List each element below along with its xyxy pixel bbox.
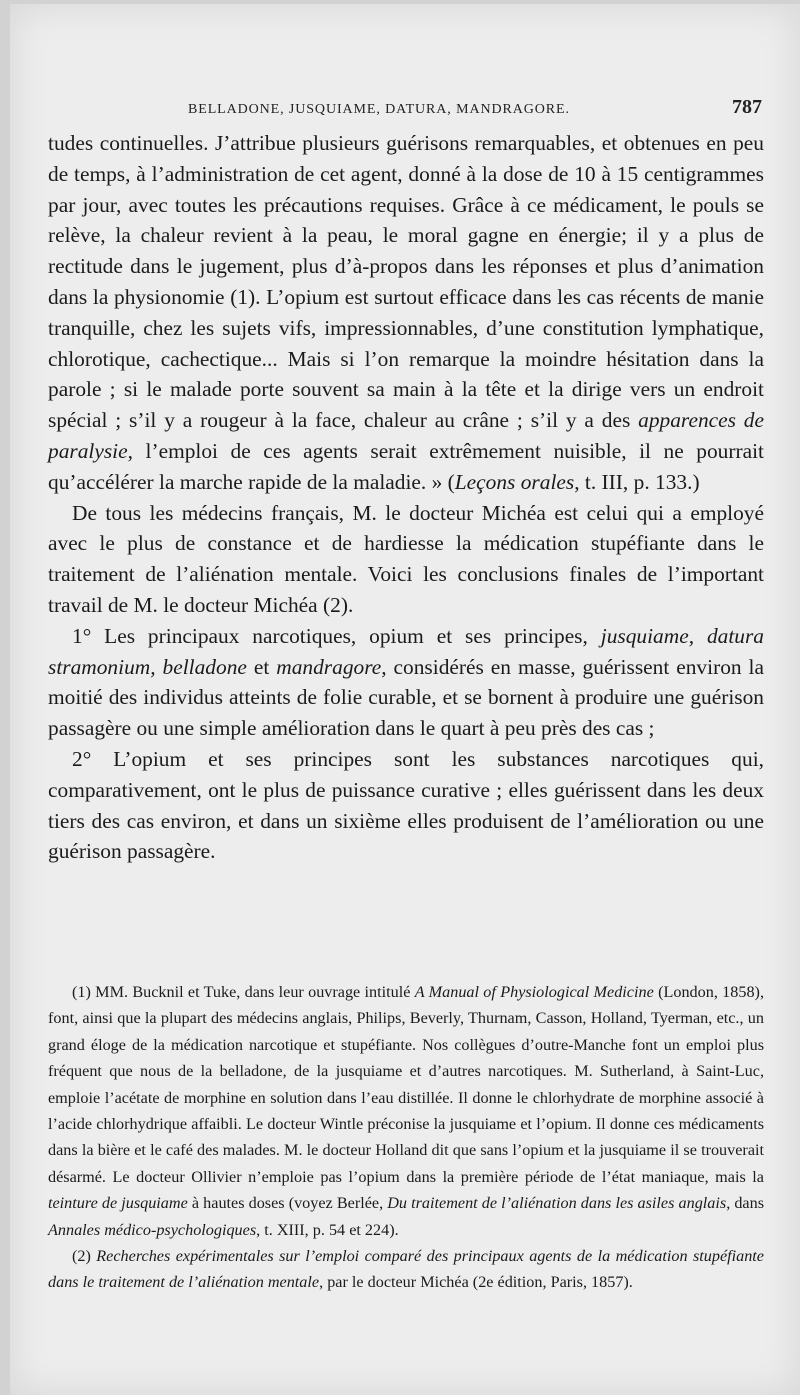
main-text bbox=[48, 128, 764, 867]
book-page bbox=[10, 4, 800, 1395]
text-run: (London, 1858), font, ainsi que la plupart des médecins anglais, Philips, Beverly, Thurnam, Casson, Holland, Tyerman, etc., un grand éloge de la médication narcotique et stupéfiante. Nos collègues d’outre-Manche font un emploi plus fréquent que nous de la belladone, de la jusquiame et d’autres narcotiques. M. Sutherland, à Saint-Luc, emploie l’acétate de morphine en solution dans l’eau distillée. Il donne le chlorhydrate de morphine associé à l’acide chlorhydrique affaibli. Le docteur Wintle préconise la jusquiame et l’opium. Il donne ces médicaments dans la bière et le café des malades. M. le docteur Holland dit que sans l’opium et la jusquiame il se trouverait désarmé. Le docteur Ollivier n’emploie pas l’opium dans la première période de l’état maniaque, mais la bbox=[48, 983, 764, 1186]
italic-run: Recherches expérimentales sur l’emploi comparé des principaux agents de la médication stupéfiante dans le traitement de l’aliénation mentale bbox=[48, 1247, 764, 1292]
italic-run: mandragore bbox=[276, 654, 382, 679]
text-run: , l’emploi de ces agents serait extrêmement nuisible, il ne pourrait qu’accélérer la marche rapide de la maladie. » ( bbox=[48, 438, 764, 494]
text-run: , par le docteur Michéa (2e édition, Paris, 1857). bbox=[319, 1273, 633, 1292]
italic-run: A Manual of Physiological Medicine bbox=[414, 983, 654, 1001]
page-number: 787 bbox=[732, 96, 762, 118]
text-run: , considérés en masse, guérissent environ la moitié des individus atteints de folie curable, et se bornent à produire une guérison passagère ou une simple amélioration dans le quart à peu près des cas ; bbox=[48, 654, 764, 741]
text-run: (1) MM. Bucknil et Tuke, dans leur ouvrage intitulé bbox=[72, 983, 415, 1001]
italic-run: Annales médico-psychologiques bbox=[48, 1220, 257, 1239]
paragraph-1 bbox=[48, 128, 764, 498]
italic-run: teinture de jusquiame bbox=[48, 1194, 188, 1213]
italic-run: Du traitement de l’aliénation dans les asiles anglais bbox=[387, 1194, 727, 1213]
italic-run: apparences de paralysie bbox=[48, 408, 764, 463]
text-run: , t. III, p. 133.) bbox=[574, 469, 700, 494]
italic-run: jusquiame, datura stramonium, belladone bbox=[48, 623, 764, 679]
paragraph-3 bbox=[48, 621, 764, 744]
text-run: , dans bbox=[726, 1194, 765, 1213]
footnote-2 bbox=[48, 1243, 764, 1296]
text-run: tudes continuelles. J’attribue plusieurs guérisons remarquables, et obtenues en peu de temps, à l’administration de cet agent, donné à la dose de 10 à 15 centigrammes par jour, avec toutes les précautions requises. Grâce à ce médicament, le pouls se relève, la chaleur revient à la peau, le moral gagne en énergie; il y a plus de rectitude dans le jugement, plus d’à-propos dans les réponses et plus d’animation dans la physionomie (1). L’opium est surtout efficace dans les cas récents de manie tranquille, chez les sujets vifs, impressionnables, d’une constitution lymphatique, chlorotique, cachectique... Mais si l’on remarque la moindre hésitation dans la parole ; si le malade porte souvent sa main à la tête et la dirige vers un endroit spécial ; s’il y a rougeur à la face, chaleur au crâne ; s’il y a des bbox=[48, 131, 764, 433]
text-run: et bbox=[246, 654, 277, 679]
footnotes bbox=[48, 979, 764, 1296]
footnote-1 bbox=[48, 979, 764, 1243]
text-run: à hautes doses (voyez Berlée, bbox=[187, 1194, 388, 1213]
text-run: (2) bbox=[72, 1247, 97, 1266]
text-run: , t. XIII, p. 54 et 224). bbox=[256, 1220, 399, 1239]
text-run: 1° Les principaux narcotiques, opium et ses principes, bbox=[72, 623, 601, 648]
paragraph-2: De tous les médecins français, M. le docteur Michéa est celui qui a employé avec le plus de constance et de hardiesse la médication stupéfiante dans le traitement de l’aliénation mentale. Voici les conclusions finales de l’important travail de M. le docteur Michéa (2). bbox=[48, 500, 764, 617]
paragraph-4: 2° L’opium et ses principes sont les substances narcotiques qui, comparativement, ont le plus de puissance curative ; elles guérissent dans les deux tiers des cas environ, et dans un sixième elles produisent de l’amélioration ou une guérison passagère. bbox=[48, 746, 764, 864]
italic-run: Leçons orales bbox=[454, 469, 575, 494]
running-title: BELLADONE, JUSQUIAME, DATURA, MANDRAGORE. bbox=[188, 102, 570, 117]
